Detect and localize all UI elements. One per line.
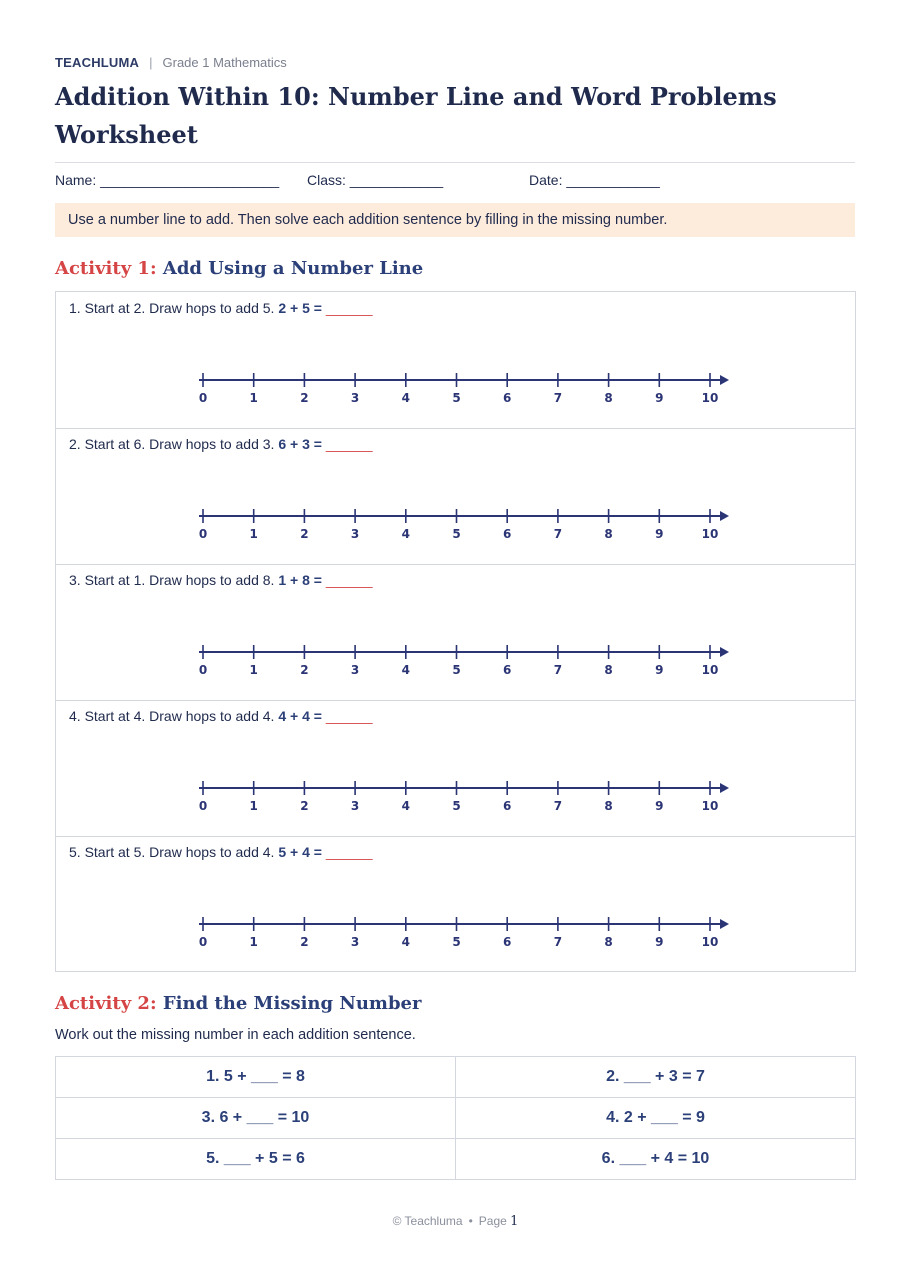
answer-blank[interactable]: ______ [325, 436, 373, 452]
tick-label: 7 [553, 799, 563, 813]
tick-label: 4 [401, 663, 410, 677]
tick-label: 1 [249, 391, 258, 405]
tick-label: 8 [604, 391, 613, 405]
arrowhead-icon [720, 511, 729, 521]
tick-label: 3 [350, 935, 360, 949]
problem-text: 1. Start at 2. Draw hops to add 5. [69, 300, 275, 316]
tick-label: 10 [701, 935, 719, 949]
tick-label: 10 [701, 391, 719, 405]
problem-4 [56, 700, 855, 837]
activity-2-instructions: Work out the missing number in each addition sentence. [55, 1027, 416, 1043]
problem-equation: 5 + 4 = [278, 844, 322, 860]
tick-label: 3 [350, 799, 360, 813]
tick-label: 3 [350, 391, 360, 405]
brand-name: TEACHLUMA [55, 55, 140, 70]
class-field[interactable]: Class: ____________ [307, 172, 444, 188]
missing-number-item[interactable]: 6. ___ + 4 = 10 [456, 1139, 856, 1180]
tick-label: 1 [249, 663, 258, 677]
student-info-row [55, 172, 855, 192]
subject-label: Grade 1 Mathematics [162, 55, 287, 70]
tick-label: 5 [452, 663, 461, 677]
tick-label: 10 [701, 527, 719, 541]
missing-number-item[interactable]: 1. 5 + ___ = 8 [56, 1057, 456, 1098]
activity-2-heading [55, 993, 421, 1014]
activity-2-name: Find the Missing Number [162, 993, 422, 1014]
tick-label: 0 [198, 391, 208, 405]
tick-label: 8 [604, 527, 613, 541]
missing-number-item[interactable]: 3. 6 + ___ = 10 [56, 1098, 456, 1139]
number-line [196, 364, 736, 408]
tick-label: 10 [701, 663, 719, 677]
activity-1-number: Activity 1: [55, 258, 157, 279]
problem-2 [56, 428, 855, 565]
tick-label: 7 [553, 663, 563, 677]
number-line-problems [55, 291, 856, 972]
worksheet-title: Addition Within 10: Number Line and Word Problems Worksheet [55, 82, 777, 149]
tick-label: 2 [300, 799, 309, 813]
tick-label: 8 [604, 935, 613, 949]
tick-label: 4 [401, 527, 410, 541]
tick-label: 1 [249, 527, 258, 541]
answer-blank[interactable]: ______ [325, 300, 373, 316]
tick-label: 2 [300, 391, 309, 405]
problem-text: 2. Start at 6. Draw hops to add 3. [69, 436, 275, 452]
missing-number-table [55, 1056, 856, 1180]
title-divider [55, 162, 855, 163]
tick-label: 4 [401, 799, 410, 813]
missing-number-item[interactable]: 2. ___ + 3 = 7 [456, 1057, 856, 1098]
number-line [196, 500, 736, 544]
page-number: 1 [510, 1214, 519, 1229]
answer-blank[interactable]: ______ [325, 708, 373, 724]
problem-equation: 4 + 4 = [278, 708, 322, 724]
arrowhead-icon [720, 375, 729, 385]
activity-2-number: Activity 2: [55, 993, 157, 1014]
tick-label: 2 [300, 935, 309, 949]
tick-label: 7 [553, 935, 563, 949]
page-label: Page [478, 1214, 507, 1228]
tick-label: 0 [198, 799, 208, 813]
tick-label: 0 [198, 935, 208, 949]
date-field[interactable]: Date: ____________ [529, 172, 660, 188]
problem-equation: 6 + 3 = [278, 436, 322, 452]
activity-1-name: Add Using a Number Line [162, 258, 424, 279]
tick-label: 10 [701, 799, 719, 813]
brand-line [55, 55, 287, 70]
tick-label: 9 [655, 527, 664, 541]
tick-label: 6 [503, 935, 512, 949]
tick-label: 9 [655, 935, 664, 949]
answer-blank[interactable]: ______ [325, 844, 373, 860]
tick-label: 6 [503, 663, 512, 677]
problem-text: 3. Start at 1. Draw hops to add 8. [69, 572, 275, 588]
tick-label: 7 [553, 391, 563, 405]
tick-label: 9 [655, 391, 664, 405]
arrowhead-icon [720, 783, 729, 793]
tick-label: 5 [452, 391, 461, 405]
tick-label: 4 [401, 391, 410, 405]
tick-label: 7 [553, 527, 563, 541]
tick-label: 3 [350, 527, 360, 541]
tick-label: 8 [604, 799, 613, 813]
problem-equation: 2 + 5 = [278, 300, 322, 316]
tick-label: 5 [452, 935, 461, 949]
tick-label: 9 [655, 799, 664, 813]
tick-label: 6 [503, 527, 512, 541]
tick-label: 8 [604, 663, 613, 677]
tick-label: 1 [249, 799, 258, 813]
tick-label: 6 [503, 391, 512, 405]
tick-label: 9 [655, 663, 664, 677]
instructions-banner: Use a number line to add. Then solve each addition sentence by filling in the missing number. [55, 203, 855, 237]
tick-label: 4 [401, 935, 410, 949]
problem-3 [56, 564, 855, 701]
problem-equation: 1 + 8 = [278, 572, 322, 588]
arrowhead-icon [720, 919, 729, 929]
page-footer [55, 1214, 856, 1229]
tick-label: 3 [350, 663, 360, 677]
number-line [196, 636, 736, 680]
tick-label: 2 [300, 663, 309, 677]
tick-label: 5 [452, 799, 461, 813]
tick-label: 5 [452, 527, 461, 541]
tick-label: 6 [503, 799, 512, 813]
answer-blank[interactable]: ______ [325, 572, 373, 588]
problem-5 [56, 836, 855, 972]
missing-number-item[interactable]: 4. 2 + ___ = 9 [456, 1098, 856, 1139]
number-line [196, 908, 736, 952]
tick-label: 1 [249, 935, 258, 949]
tick-label: 2 [300, 527, 309, 541]
number-line [196, 772, 736, 816]
brand-separator: | [149, 55, 153, 70]
missing-number-item[interactable]: 5. ___ + 5 = 6 [56, 1139, 456, 1180]
problem-text: 5. Start at 5. Draw hops to add 4. [69, 844, 275, 860]
arrowhead-icon [720, 647, 729, 657]
activity-1-heading [55, 258, 423, 279]
problem-1 [56, 292, 855, 429]
tick-label: 0 [198, 527, 208, 541]
tick-label: 0 [198, 663, 208, 677]
name-field[interactable]: Name: _______________________ [55, 172, 280, 188]
footer-bullet: • [468, 1214, 473, 1228]
copyright-text: © Teachluma [392, 1214, 463, 1228]
problem-text: 4. Start at 4. Draw hops to add 4. [69, 708, 275, 724]
